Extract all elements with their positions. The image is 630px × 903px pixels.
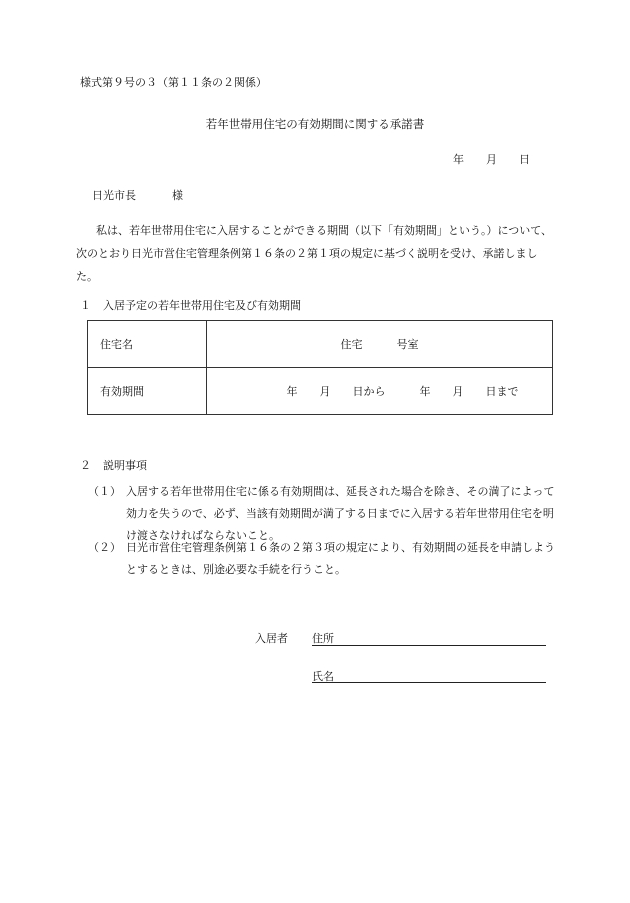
section2-title: 説明事項: [103, 459, 147, 472]
table-row: [88, 321, 553, 368]
item-number: （１）: [88, 485, 121, 498]
date-month: 月: [486, 153, 497, 166]
address-label: 住所: [312, 632, 334, 645]
period-end-year: 年: [419, 385, 431, 398]
addressee-name: 日光市長: [92, 189, 136, 202]
form-number: 様式第９号の３（第１１条の２関係）: [80, 76, 267, 89]
item-text: 日光市営住宅管理条例第１６条の２第３項の規定により、有効期間の延長を申請しようとするときは、別途必要な手続を行うこと。: [126, 541, 555, 576]
period-end-month: 月: [452, 385, 464, 398]
name-input-line[interactable]: [312, 682, 546, 683]
consent-statement: 私は、若年世帯用住宅に入居することができる期間（以下「有効期間」という。）について、次のとおり日光市営住宅管理条例第１６条の２第１項の規定に基づく説明を受け、承諾しました。: [76, 224, 553, 283]
room-unit-text: 号室: [396, 338, 419, 351]
period-from-text: 日から: [352, 385, 386, 398]
period-until-text: 日まで: [485, 385, 519, 398]
date-line: [453, 151, 530, 167]
document-title: 若年世帯用住宅の有効期間に関する承諾書: [205, 117, 425, 131]
date-year: 年: [453, 153, 464, 166]
resident-label: 入居者: [255, 632, 288, 645]
address-input-line[interactable]: [312, 645, 546, 646]
explanation-item: [88, 537, 558, 581]
validity-period-field[interactable]: [207, 368, 553, 415]
addressee: [92, 187, 183, 203]
period-start-month: 月: [319, 385, 331, 398]
section1-heading: [80, 297, 301, 313]
item-number: （２）: [88, 541, 121, 554]
housing-name-field[interactable]: [207, 321, 553, 368]
section2-number: ２: [80, 459, 91, 472]
item-text: 入居する若年世帯用住宅に係る有効期間は、延長された場合を除き、その満了によって効力を失うので、必ず、当該有効期間が満了する日までに入居する若年世帯用住宅を明け渡さなければならないこと。: [126, 485, 555, 542]
section2-heading: [80, 457, 147, 473]
table-row: [88, 368, 553, 415]
housing-unit-text: 住宅: [340, 338, 363, 351]
housing-name-label: 住宅名: [88, 321, 207, 368]
date-day: 日: [519, 153, 530, 166]
validity-period-label: 有効期間: [88, 368, 207, 415]
section1-number: １: [80, 299, 91, 312]
housing-table: [87, 320, 553, 415]
name-label: 氏名: [312, 670, 334, 683]
period-start-year: 年: [286, 385, 298, 398]
addressee-honorific: 様: [172, 189, 183, 202]
section1-title: 入居予定の若年世帯用住宅及び有効期間: [103, 299, 301, 312]
